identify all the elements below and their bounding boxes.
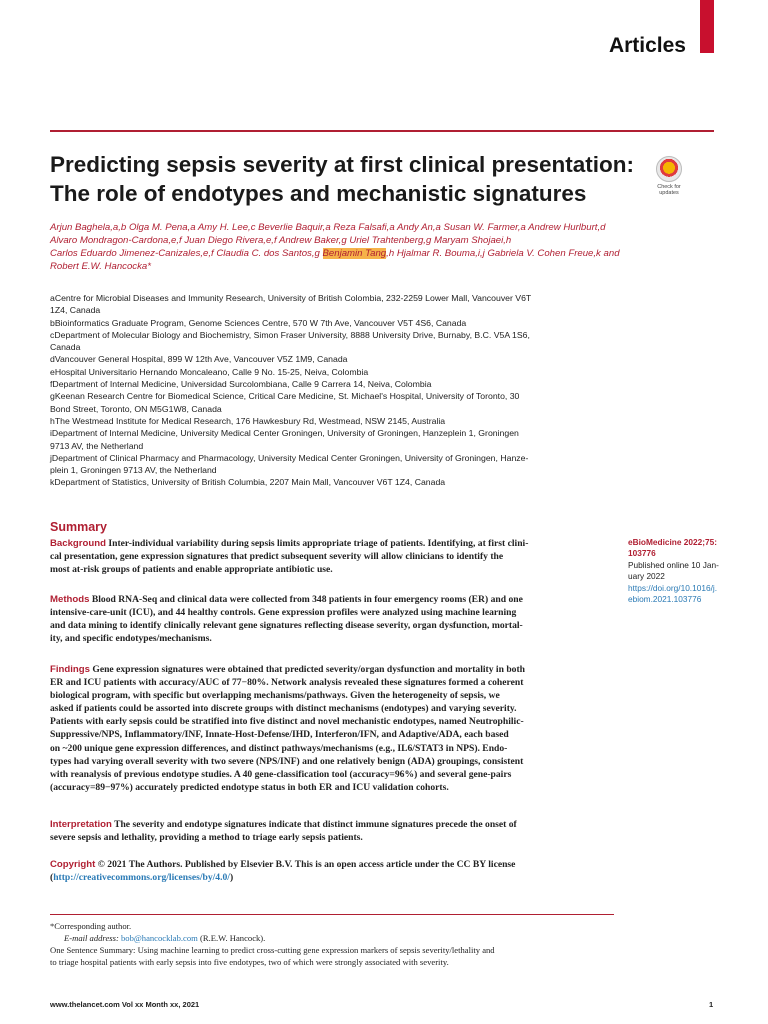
footnote-divider xyxy=(50,914,614,915)
journal-citation-1: eBioMedicine 2022;75: xyxy=(628,537,717,547)
one-sentence-summary-1: One Sentence Summary: Using machine learning to predict cross-cutting gene expression markers of sepsis severity/lethality and xyxy=(50,945,495,955)
email-note: E-mail address: bob@hancocklab.com (R.E.W. Hancock). xyxy=(64,933,266,943)
findings-section: Findings Gene expression signatures were obtained that predicted severity/organ dysfunction and mortality in both ER and ICU patients with accuracy/AUC of 77−80%. Network analysis revealed these signatures formed a coherent biological program, with specific but overlapping mechanisms/pathways. Given the heterogeneity of sepsis, we asked if patients could be assorted into discrete groups with distinct mechanisms (endotypes) and varying severity. Patients with early sepsis could be stratified into five distinct and novel mechanistic endotypes, named Neutrophilic- Suppressive/NPS, Inflammatory/INF, Innate-Host-Defense/IHD, Interferon/IFN, and Adaptive/ADA, each based on ~200 unique gene expression differences, and distinct pathways/mechanisms (e.g., IL6/STAT3 in NPS). Endo- types had varying overall severity with two severe (NPS/INF) and one relatively benign (ADA) groupings, consistent with reanalysis of previous endotype studies. A 40 gene-classification tool (accuracy=96%) and several gene-pairs (accuracy=89−97%) accurately predicted endotype status in both ER and ICU validation cohorts. xyxy=(50,664,525,793)
background-section: Background Inter-individual variability during sepsis limits appropriate triage of patients. Identifying, at first clini- cal presentation, gene expression signatures that predict subsequent severity will allow clinicians to identify the most at-risk groups of patients and enable appropriate antibiotic use. xyxy=(50,538,529,576)
badge-label: Check for updates xyxy=(657,184,681,196)
copyright-section: Copyright © 2021 The Authors. Published by Elsevier B.V. This is an open access article under the CC BY license (http://creativecommons.org/licenses/by/4.0/) xyxy=(50,859,516,884)
affiliation-line: cDepartment of Molecular Biology and Biochemistry, Simon Fraser University, 8888 University Drive, Burnaby, B.C. V5A 1S6, xyxy=(50,329,530,340)
affiliation-line: dVancouver General Hospital, 899 W 12th Ave, Vancouver V5Z 1M9, Canada xyxy=(50,354,348,365)
article-title xyxy=(50,150,634,208)
corner-accent-bar xyxy=(700,0,714,53)
author-line-3: Carlos Eduardo Jimenez-Canizales,e,f Claudia C. dos Santos,g Benjamin Tang,h Hjalmar R. Bouma,i,j Gabriela V. Cohen Freue,k and xyxy=(50,248,620,259)
affiliation-line: 9713 AV, the Netherland xyxy=(50,440,144,451)
affiliation-line: fDepartment of Internal Medicine, Universidad Surcolombiana, Calle 9 Carrera 14, Neiva, Colombia xyxy=(50,379,432,390)
published-date-2: uary 2022 xyxy=(628,571,665,582)
license-link[interactable]: http://creativecommons.org/licenses/by/4.0/ xyxy=(53,872,230,884)
journal-citation-2: 103776 xyxy=(628,548,656,559)
title-line-2: The role of endotypes and mechanistic signatures xyxy=(50,181,587,206)
journal-footer: www.thelancet.com Vol xx Month xx, 2021 xyxy=(50,1000,200,1009)
email-link[interactable]: bob@hancocklab.com xyxy=(120,933,198,943)
footnotes xyxy=(50,920,620,968)
affiliation-line: gKeenan Research Centre for Biomedical Science, Critical Care Medicine, St. Michael's Hospital, University of Toronto, 30 xyxy=(50,391,520,402)
affiliation-line: Canada xyxy=(50,342,81,353)
affiliation-line: eHospital Universitario Hernando Moncaleano, Calle 9 No. 15-25, Neiva, Colombia xyxy=(50,366,369,377)
author-line-1: Arjun Baghela,a,b Olga M. Pena,a Amy H. Lee,c Beverlie Baquir,a Reza Falsafi,a Andy An,a Susan W. Farmer,a Andrew Hurlburt,d xyxy=(50,222,606,233)
article-info-sidebar xyxy=(628,537,738,605)
published-date-1: Published online 10 Jan- xyxy=(628,559,719,570)
doi-link-1[interactable]: https://doi.org/10.1016/j. xyxy=(628,582,718,593)
author-list xyxy=(50,221,620,273)
section-label: Articles xyxy=(608,34,686,57)
author-line-2: Alvaro Mondragon-Cardona,e,f Juan Diego Rivera,e,f Andrew Baker,g Uriel Trahtenberg,g Maryam Shojaei,h xyxy=(50,235,512,246)
affiliation-line: iDepartment of Internal Medicine, University Medical Center Groningen, University of Groningen, Hanzeplein 1, Groningen xyxy=(50,428,519,439)
title-line-1: Predicting sepsis severity at first clinical presentation: xyxy=(50,152,634,177)
doi-link-2[interactable]: ebiom.2021.103776 xyxy=(628,594,702,605)
copyright-label: Copyright xyxy=(50,859,96,870)
interpretation-section: Interpretation The severity and endotype signatures indicate that distinct immune signatures precede the onset of severe sepsis and lethality, providing a method to triage early sepsis patients. xyxy=(50,819,517,844)
corresponding-author-note: *Corresponding author. xyxy=(50,921,132,931)
affiliation-line: bBioinformatics Graduate Program, Genome Sciences Centre, 570 W 7th Ave, Vancouver V5T 4S6, Canada xyxy=(50,317,467,328)
affiliation-line: hThe Westmead Institute for Medical Research, 176 Hawkesbury Rd, Westmead, NSW 2145, Australia xyxy=(50,415,446,426)
interpretation-label: Interpretation xyxy=(50,819,112,830)
affiliation-line: aCentre for Microbial Diseases and Immunity Research, University of British Colombia, 232-2259 Lower Mall, Vancouver V6T xyxy=(50,293,532,303)
affiliation-line: 1Z4, Canada xyxy=(50,305,101,316)
summary-heading: Summary xyxy=(50,520,107,534)
affiliation-line: jDepartment of Clinical Pharmacy and Pharmacology, University Medical Center Groningen, University of Groningen, Hanze- xyxy=(50,452,529,463)
top-divider xyxy=(50,130,714,132)
page-number: 1 xyxy=(709,1000,714,1009)
affiliation-line: Bond Street, Toronto, ON M5G1W8, Canada xyxy=(50,403,222,414)
findings-label: Findings xyxy=(50,664,90,675)
background-label: Background xyxy=(50,538,106,549)
affiliation-list xyxy=(50,292,622,489)
highlighted-author: Benjamin Tang xyxy=(322,248,387,259)
methods-section: Methods Blood RNA-Seq and clinical data were collected from 348 patients in four emergency rooms (ER) and one intensive-care-unit (ICU), and 44 healthy controls. Gene expression profiles were analyzed using machine learning and data mining to identify clinically relevant gene signatures reflecting disease severity, organ dysfunction, mortal- ity, and specific endotypes/mechanisms. xyxy=(50,594,523,645)
one-sentence-summary-2: to triage hospital patients with early sepsis into five endotypes, two of which were strongly associated with severity. xyxy=(50,957,449,967)
check-for-updates-badge[interactable] xyxy=(650,156,688,196)
author-line-4: Robert E.W. Hancocka* xyxy=(50,261,151,272)
affiliation-line: kDepartment of Statistics, University of British Columbia, 2207 Main Mall, Vancouver V6T 1Z4, Canada xyxy=(50,477,446,488)
check-for-updates-icon xyxy=(656,156,682,182)
affiliation-line: plein 1, Groningen 9713 AV, the Netherland xyxy=(50,465,217,476)
methods-label: Methods xyxy=(50,594,90,605)
